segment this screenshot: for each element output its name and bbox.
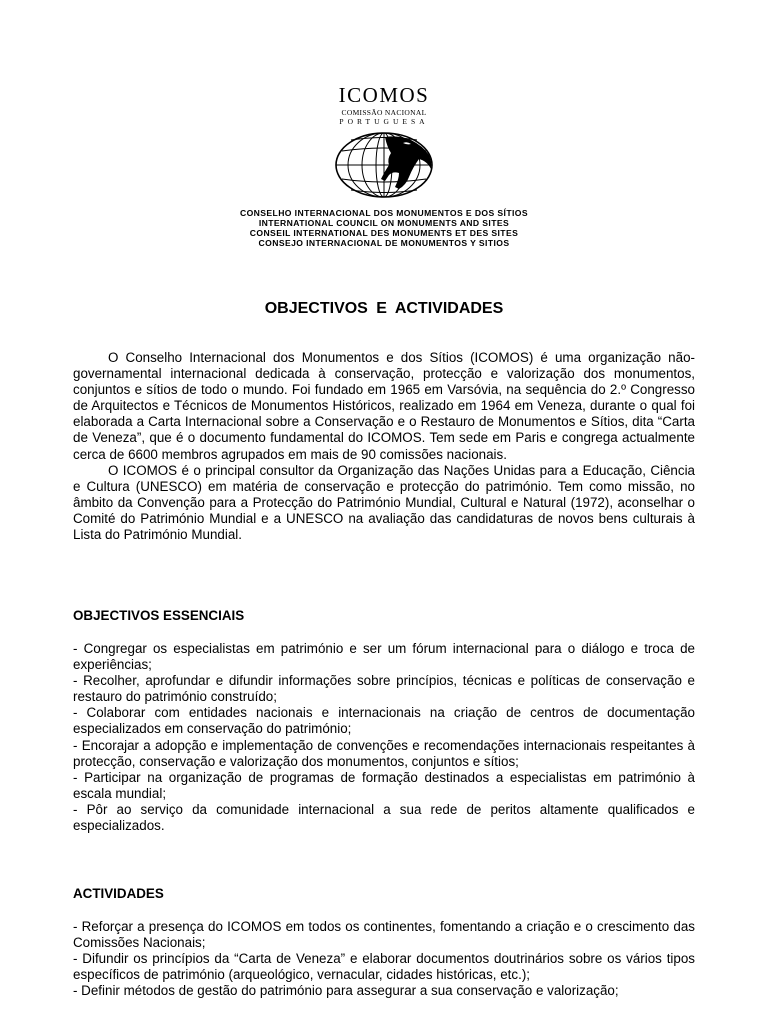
list-item: - Congregar os especialistas em património e ser um fórum internacional para o diálogo e troca de experiências; [73,641,695,673]
council-names [0,208,768,248]
logo-subtitle-line1: COMISSÃO NACIONAL [341,108,427,117]
list-item: - Encorajar a adopção e implementação de convenções e recomendações internacionais respeitantes à protecção, conservação e valorização dos monumentos, conjuntos e sítios; [73,737,695,769]
logo-subtitle-line2: PORTUGUESA [339,117,429,126]
page-title: OBJECTIVOS E ACTIVIDADES [264,300,504,317]
council-name-en: INTERNATIONAL COUNCIL ON MONUMENTS AND SITES [258,218,510,228]
objectives-list [73,641,695,834]
activities-heading: ACTIVIDADES [73,886,164,901]
logo-title: ICOMOS [338,83,430,107]
list-item: - Recolher, aprofundar e difundir informações sobre princípios, técnicas e políticas de conservação e restauro do património construído; [73,673,695,705]
intro-paragraph-1: O Conselho Internacional dos Monumentos e dos Sítios (ICOMOS) é uma organização não-governamental internacional dedicada à conservação, protecção e valorização dos monumentos, conjuntos e sítios de todo o mundo. Foi fundado em 1965 em Varsóvia, na sequência do 2.º Congresso de Arquitectos e Técnicos de Monumentos Históricos, realizado em 1964 em Veneza, durante o qual foi elaborada a Carta Internacional sobre a Conservação e o Restauro de Monumentos e Sítios, dita “Carta de Veneza”, que é o documento fundamental do ICOMOS. Tem sede em Paris e congrega actualmente cerca de 6600 membros agrupados em mais de 90 comissões nacionais. [73,350,695,462]
list-item: - Colaborar com entidades nacionais e internacionais na criação de centros de documentação especializados em conservação do património; [73,705,695,737]
globe-horse-logo-icon [333,131,435,199]
list-item: - Definir métodos de gestão do património para assegurar a sua conservação e valorização; [73,983,619,999]
list-item: - Reforçar a presença do ICOMOS em todos os continentes, fomentando a criação e o crescimento das Comissões Nacionais; [73,919,695,951]
list-item: - Difundir os princípios da “Carta de Veneza” e elaborar documentos doutrinários sobre os vários tipos específicos de património (arqueológico, vernacular, cidades históricas, etc.); [73,951,695,983]
intro-section [73,350,695,543]
list-item: - Participar na organização de programas de formação destinados a especialistas em património à escala mundial; [73,769,695,801]
council-name-es: CONSEJO INTERNACIONAL DE MONUMENTOS Y SITIOS [258,238,510,248]
council-name-pt: CONSELHO INTERNACIONAL DOS MONUMENTOS E DOS SÍTIOS [239,208,529,218]
activities-list [73,919,695,999]
objectives-heading: OBJECTIVOS ESSENCIAIS [73,608,245,623]
council-name-fr: CONSEIL INTERNATIONAL DES MONUMENTS ET DES SITES [249,228,519,238]
intro-paragraph-2: O ICOMOS é o principal consultor da Organização das Nações Unidas para a Educação, Ciência e Cultura (UNESCO) em matéria de conservação e protecção do património. Tem como missão, no âmbito da Convenção para a Protecção do Património Mundial, Cultural e Natural (1972), aconselhar o Comité do Património Mundial e a UNESCO na avaliação das candidaturas de novos bens culturais à Lista do Património Mundial. [73,462,695,543]
list-item: - Pôr ao serviço da comunidade internacional a sua rede de peritos altamente qualificados e especializados. [73,801,695,834]
